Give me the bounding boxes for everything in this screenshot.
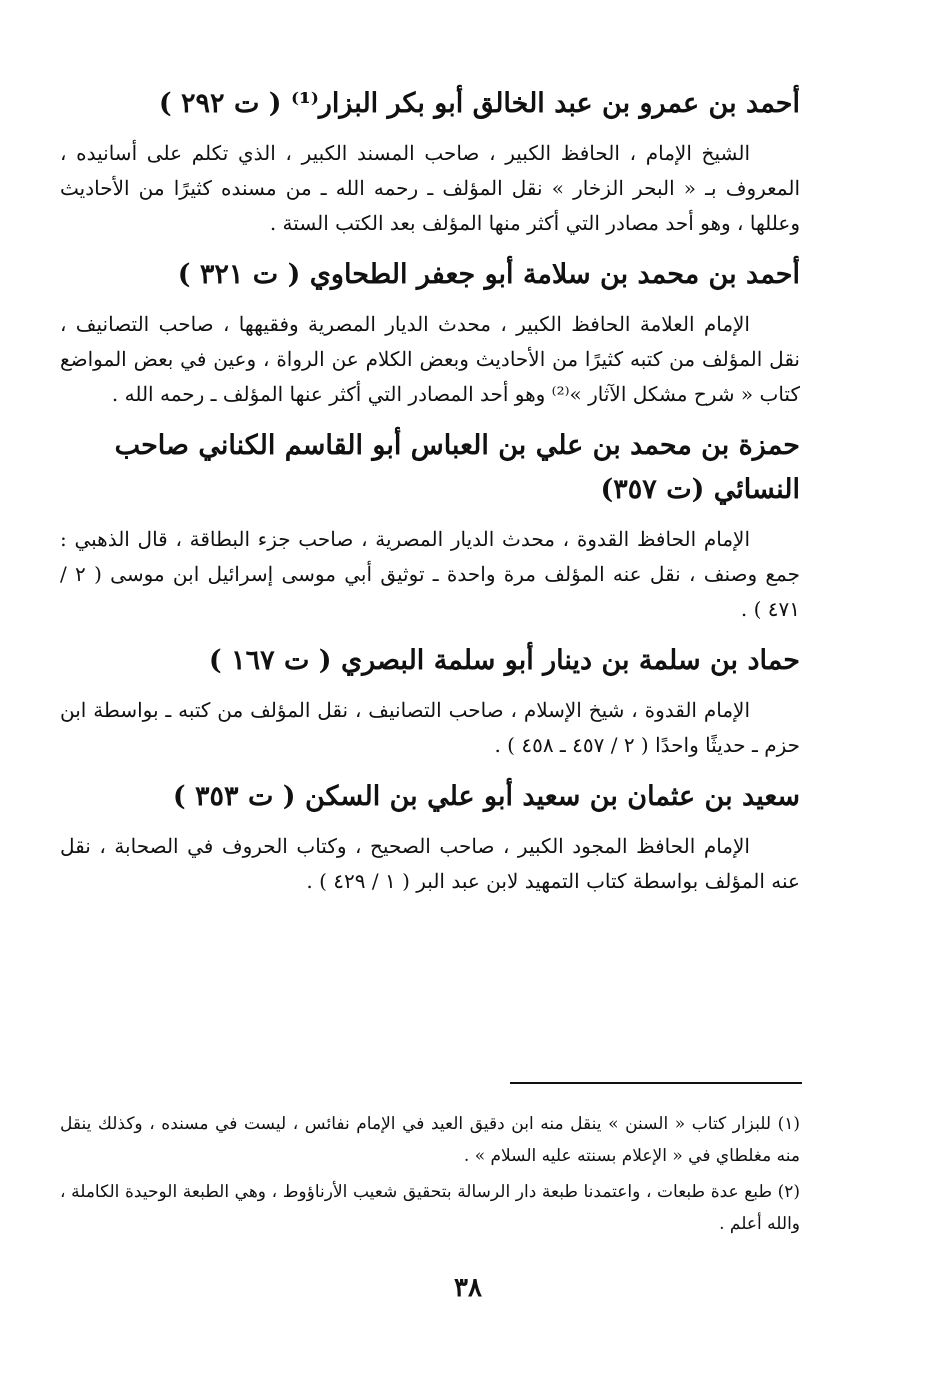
footnote: (٢) طبع عدة طبعات ، واعتمدنا طبعة دار الرسالة بتحقيق شعيب الأرناؤوط ، وهي الطبعة الوحيدة الكاملة ، والله أعلم .	[60, 1182, 800, 1234]
entry-title: حماد بن سلمة بن دينار أبو سلمة البصري ( ت ١٦٧ )	[208, 645, 800, 676]
entry-title: أحمد بن عمرو بن عبد الخالق أبو بكر البزار⁽¹⁾ ( ت ٢٩٢ )	[158, 88, 800, 119]
biography-entry	[60, 639, 800, 763]
biography-entry	[60, 775, 800, 899]
entry-body: الإمام الحافظ القدوة ، محدث الديار المصرية ، صاحب جزء البطاقة ، قال الذهبي : جمع وصنف ، نقل عنه المؤلف مرة واحدة ـ توثيق أبي موسى إسرائيل ابن موسى ( ٢ / ٤٧١ ) .	[60, 527, 800, 621]
page-content	[60, 82, 800, 911]
entry-body: الإمام العلامة الحافظ الكبير ، محدث الديار المصرية وفقيهها ، صاحب التصانيف ، نقل المؤلف من كتبه كثيرًا من الأحاديث وبعض الكلام عن الرواة ، وعين في بعض المواضع كتاب « شرح مشكل الآثار »⁽²⁾ وهو أحد المصادر التي أكثر عنها المؤلف ـ رحمه الله .	[60, 312, 800, 406]
entry-title: سعيد بن عثمان بن سعيد أبو علي بن السكن ( ت ٣٥٣ )	[172, 781, 800, 812]
entry-body: الشيخ الإمام ، الحافظ الكبير ، صاحب المسند الكبير ، الذي تكلم على أسانيده ، المعروف بـ « البحر الزخار » نقل المؤلف ـ رحمه الله ـ من مسنده كثيرًا من الأحاديث وعللها ، وهو أحد مصادر التي أكثر منها المؤلف بعد الكتب الستة .	[60, 141, 800, 235]
entry-body: الإمام القدوة ، شيخ الإسلام ، صاحب التصانيف ، نقل المؤلف من كتبه ـ بواسطة ابن حزم ـ حديثًا واحدًا ( ٢ / ٤٥٧ ـ ٤٥٨ ) .	[60, 698, 800, 757]
footnotes	[60, 1108, 800, 1244]
footnote: (١) للبزار كتاب « السنن » ينقل منه ابن دقيق العيد في الإمام نفائس ، ليست في مسنده ، وكذلك ينقل منه مغلطاي في « الإعلام بسنته عليه السلام » .	[60, 1114, 800, 1166]
footnote-separator	[510, 1082, 802, 1084]
entry-title: حمزة بن محمد بن علي بن العباس أبو القاسم الكناني صاحب النسائي (ت ٣٥٧)	[114, 430, 800, 505]
page-number: ٣٨	[454, 1273, 482, 1303]
biography-entry	[60, 82, 800, 241]
entry-title: أحمد بن محمد بن سلامة أبو جعفر الطحاوي ( ت ٣٢١ )	[177, 259, 800, 290]
entry-body: الإمام الحافظ المجود الكبير ، صاحب الصحيح ، وكتاب الحروف في الصحابة ، نقل عنه المؤلف بواسطة كتاب التمهيد لابن عبد البر ( ١ / ٤٢٩ ) .	[60, 834, 800, 893]
biography-entry	[60, 424, 800, 627]
biography-entry	[60, 253, 800, 412]
